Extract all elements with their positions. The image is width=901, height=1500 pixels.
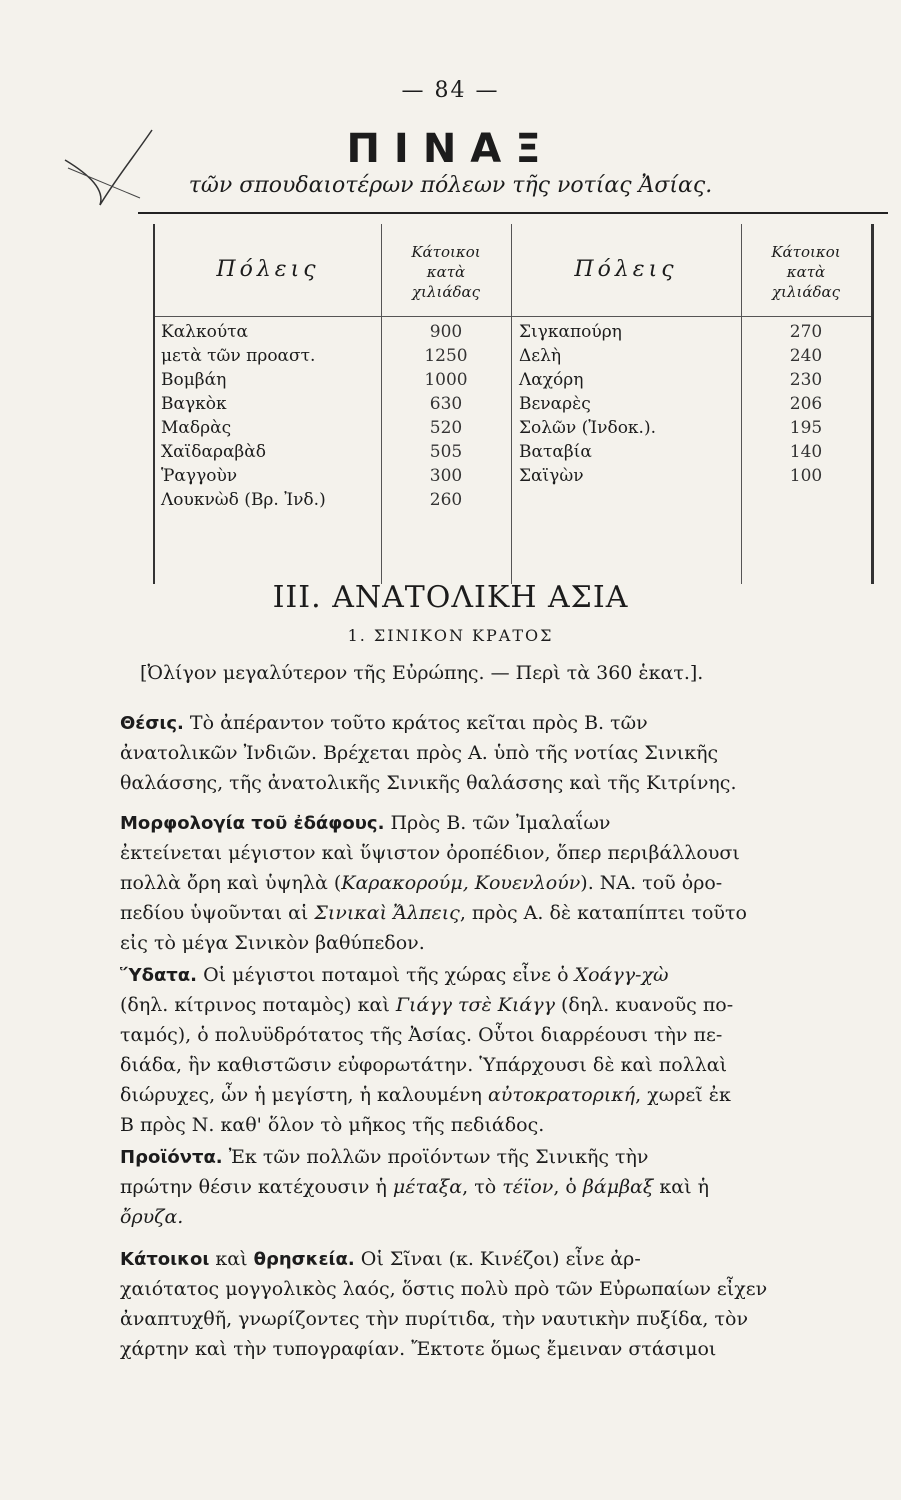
page-number: — 84 — <box>401 78 500 103</box>
text-line: Β πρὸς Ν. καθ' ὅλον τὸ μῆκος τῆς πεδιάδος. <box>120 1114 545 1136</box>
right-population: 140 <box>789 442 823 462</box>
line-text: Ἐκ τῶν πολλῶν προϊόντων τῆς Σινικῆς τὴν <box>228 1146 649 1168</box>
chapter-heading: III. ΑΝΑΤΟΛΙΚΗ ΑΣΙΑ <box>272 580 629 615</box>
line-text: , πρὸς Α. δὲ καταπίπτει τοῦτο <box>459 902 747 924</box>
header-rule <box>155 316 871 317</box>
place-name: Σινικαὶ Ἄλπεις <box>314 902 460 924</box>
cities-table <box>153 224 874 584</box>
right-city: Σολῶν (Ἰνδοκ.). <box>519 418 656 438</box>
left-population: 1000 <box>424 370 468 390</box>
line-text: διώρυχες, ὧν ἡ μεγίστη, ἡ καλουμένη <box>120 1084 488 1106</box>
paragraph-heading-morphology: Μορφολογία τοῦ ἐδάφους. <box>120 813 385 834</box>
header-pop-line2: κατὰ <box>786 263 826 281</box>
line-text: Τὸ ἀπέραντον τοῦτο κράτος κεῖται πρὸς Β. τῶν <box>189 712 648 734</box>
text-line <box>120 1244 641 1274</box>
text-line: ἐκτείνεται μέγιστον καὶ ὕψιστον ὀροπέδιον, ὅπερ περιβάλλουσι <box>120 842 740 864</box>
product-name: βάμβαξ <box>582 1176 654 1198</box>
right-population: 230 <box>789 370 823 390</box>
right-city: Σαϊγὼν <box>519 466 584 486</box>
place-name: Καρακορούμ, Κουενλούν <box>341 872 581 894</box>
text-line <box>120 1172 709 1202</box>
line-text: πεδίου ὑψοῦνται αἱ <box>120 902 315 924</box>
table-row <box>155 440 871 464</box>
left-city: Βαγκὸκ <box>161 394 227 414</box>
line-text: , χωρεῖ ἐκ <box>635 1084 731 1106</box>
header-pop-line1: Κάτοικοι <box>411 243 481 261</box>
paragraph-heading-position: Θέσις. <box>120 713 184 734</box>
text-line: ἀναπτυχθῆ, γνωρίζοντες τὴν πυρίτιδα, τὴν ναυτικὴν πυξίδα, τὸν <box>120 1308 748 1330</box>
left-city: Μαδρὰς <box>161 418 232 438</box>
text-line: διάδα, ἣν καθιστῶσιν εὐφορωτάτην. Ὑπάρχουσι δὲ καὶ πολλαὶ <box>120 1054 728 1076</box>
text-line <box>120 808 610 838</box>
text-line: ἀνατολικῶν Ἰνδιῶν. Βρέχεται πρὸς Α. ὑπὸ τῆς νοτίας Σινικῆς <box>120 742 719 764</box>
text-line <box>120 1142 648 1172</box>
place-name: Χοάγγ-χὼ <box>574 964 669 986</box>
line-text: Οἱ Σῖναι (κ. Κινέζοι) εἶνε ἀρ- <box>360 1248 641 1270</box>
header-pop-line1: Κάτοικοι <box>771 243 841 261</box>
right-city: Σιγκαπούρη <box>519 322 622 342</box>
text-line: χαιότατος μογγολικὸς λαός, ὅστις πολὺ πρὸ τῶν Εὐρωπαίων εἶχεν <box>120 1278 768 1300</box>
left-population: 300 <box>429 466 463 486</box>
line-text: , τὸ <box>462 1176 503 1198</box>
text-line <box>120 1080 731 1110</box>
left-city: μετὰ τῶν προαστ. <box>161 346 316 366</box>
left-population: 900 <box>429 322 463 342</box>
text-line: εἰς τὸ μέγα Σινικὸν βαθύπεδον. <box>120 932 425 954</box>
place-name: Γιάγγ τσὲ Κιάγγ <box>395 994 555 1016</box>
table-row <box>155 320 871 344</box>
right-population: 240 <box>789 346 823 366</box>
header-pop-line2: κατὰ <box>426 263 466 281</box>
header-pop-line3: χιλιάδας <box>771 283 841 301</box>
text-line <box>120 868 722 898</box>
left-population: 260 <box>429 490 463 510</box>
paragraph-heading-religion: θρησκεία. <box>253 1249 355 1270</box>
right-population: 270 <box>789 322 823 342</box>
left-population: 520 <box>429 418 463 438</box>
table-row <box>155 416 871 440</box>
right-city: Βαταβία <box>519 442 592 462</box>
text-line: ὄρυζα. <box>120 1206 184 1228</box>
line-text: (δηλ. κίτρινος ποταμὸς) καὶ <box>120 994 396 1016</box>
text-line <box>120 708 648 738</box>
table-title: ΠΙΝΑΞ <box>346 126 555 172</box>
text-line <box>120 960 668 990</box>
product-name: μέταξα <box>392 1176 463 1198</box>
text-line <box>120 898 747 928</box>
table-subtitle: τῶν σπουδαιοτέρων πόλεων τῆς νοτίας Ἀσίας. <box>188 173 713 198</box>
table-row <box>155 488 871 512</box>
left-population: 505 <box>429 442 463 462</box>
line-text: καὶ ἡ <box>653 1176 709 1198</box>
section-heading: 1. ΣΙΝΙΚΟΝ ΚΡΑΤΟΣ <box>347 626 554 645</box>
line-text: πρώτην θέσιν κατέχουσιν ἡ <box>120 1176 393 1198</box>
paragraph-heading-inhabitants: Κάτοικοι <box>120 1249 210 1270</box>
text-line <box>120 990 733 1020</box>
left-population: 630 <box>429 394 463 414</box>
line-text: ). ΝΑ. τοῦ ὀρο- <box>580 872 723 894</box>
table-row <box>155 368 871 392</box>
product-name: τέϊον <box>502 1176 554 1198</box>
paragraph-heading-products: Προϊόντα. <box>120 1147 223 1168</box>
table-row <box>155 392 871 416</box>
left-city: Χαϊδαραβὰδ <box>161 442 266 462</box>
right-population: 195 <box>789 418 823 438</box>
line-text: καὶ <box>209 1248 254 1270</box>
line-text: Πρὸς Β. τῶν Ἰμαλαΐων <box>390 812 611 834</box>
right-city: Λαχόρη <box>519 370 584 390</box>
header-pop-line3: χιλιάδας <box>411 283 481 301</box>
table-top-rule <box>138 212 888 214</box>
place-name: αὐτοκρατορική <box>487 1084 636 1106</box>
line-text: Οἱ μέγιστοι ποταμοὶ τῆς χώρας εἶνε ὁ <box>203 964 575 986</box>
left-city: Λουκνὼδ (Βρ. Ἰνδ.) <box>161 490 326 510</box>
header-city-right: Πόλεις <box>574 257 678 282</box>
text-line: ταμός), ὁ πολυϋδρότατος τῆς Ἀσίας. Οὗτοι διαρρέουσι τὴν πε- <box>120 1024 723 1046</box>
left-city: Καλκούτα <box>161 322 249 342</box>
header-population-left <box>381 224 511 316</box>
text-line: χάρτην καὶ τὴν τυπογραφίαν. Ἔκτοτε ὅμως ἔμειναν στάσιμοι <box>120 1338 717 1360</box>
left-population: 1250 <box>424 346 468 366</box>
right-city: Δελὴ <box>519 346 562 366</box>
right-population: 206 <box>789 394 823 414</box>
right-population: 100 <box>789 466 823 486</box>
text-line: θαλάσσης, τῆς ἀνατολικῆς Σινικῆς θαλάσσης καὶ τῆς Κιτρίνης. <box>120 772 737 794</box>
line-text: , ὁ <box>553 1176 583 1198</box>
left-city: Βομβάη <box>161 370 227 390</box>
section-summary: [Ὀλίγον μεγαλύτερον τῆς Εὐρώπης. — Περὶ τὰ 360 ἑκατ.]. <box>140 662 704 684</box>
line-text: (δηλ. κυανοῦς πο- <box>554 994 734 1016</box>
right-city: Βεναρὲς <box>519 394 591 414</box>
table-row <box>155 464 871 488</box>
paragraph-heading-waters: Ὕδατα. <box>120 965 198 986</box>
line-text: πολλὰ ὄρη καὶ ὑψηλὰ ( <box>120 872 342 894</box>
table-row <box>155 344 871 368</box>
left-city: Ῥαγγοὺν <box>161 466 238 486</box>
header-city-left: Πόλεις <box>216 257 320 282</box>
header-population-right <box>741 224 871 316</box>
